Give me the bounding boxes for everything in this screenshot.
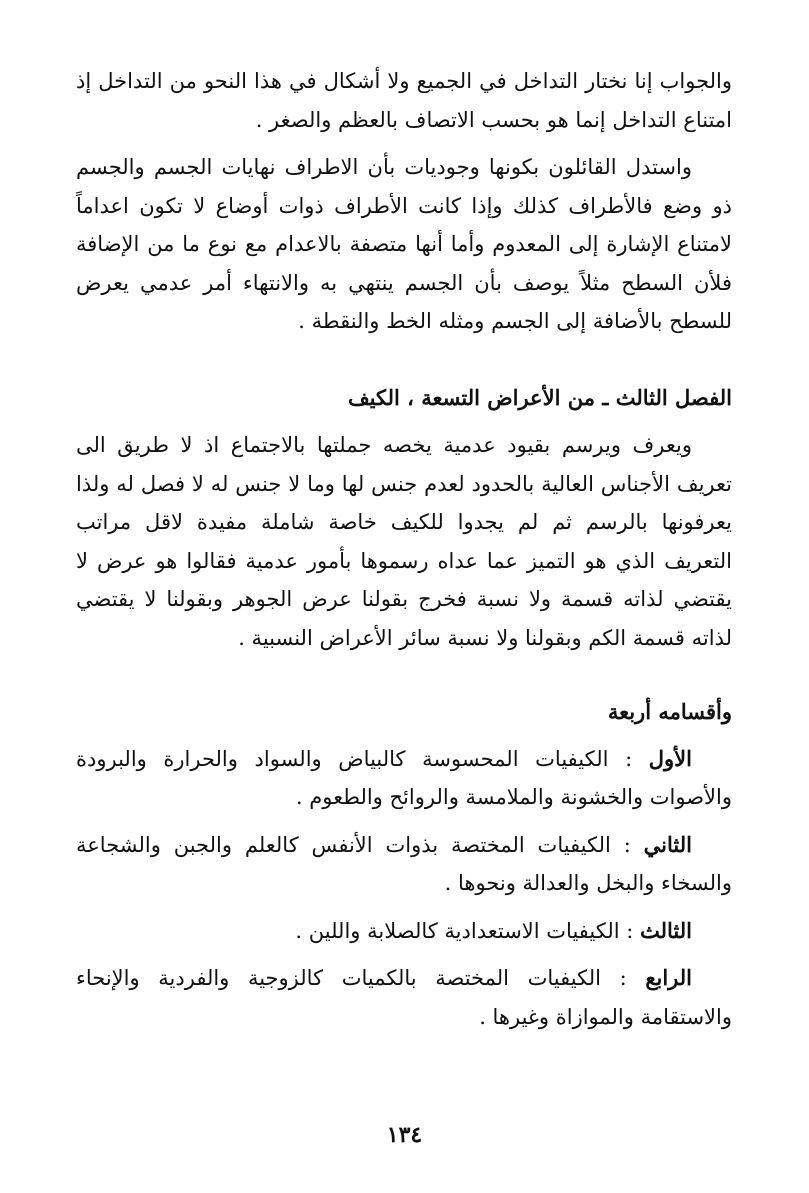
division-item-lead: الثاني <box>643 831 692 857</box>
paragraph-answer: والجواب إنا نختار التداخل في الجميع ولا أشكال في هذا النحو من التداخل إذ امتناع التداخل إنما هو بحسب الاتصاف بالعظم والصغر . <box>76 69 732 132</box>
division-item-second <box>76 826 732 903</box>
paragraph-argument: واستدل القائلون بكونها وجوديات بأن الاطراف نهايات الجسم والجسم ذو وضع فالأطراف كذلك وإذا كانت الأطراف ذوات أوضاع لا تكون اعداماً لامتناع الإشارة إلى المعدوم وأما أنها متصفة بالاعدام مع نوع ما من الإضافة فلأن السطح مثلاً يوصف بأن الجسم ينتهي به والانتهاء أمر عدمي يعرض للسطح بالأضافة إلى الجسم ومثله الخط والنقطة . <box>76 155 732 333</box>
division-item-lead: الثالث <box>640 917 692 943</box>
division-item-third <box>76 912 732 951</box>
division-item-text: : الكيفيات المختصة بالكميات كالزوجية والفردية والإنحاء والاستقامة والموازاة وغيرها . <box>76 966 732 1029</box>
division-item-lead: الرابع <box>645 965 692 990</box>
division-item-text: : الكيفيات المحسوسة كالبياض والسواد والحرارة والبرودة والأصوات والخشونة والملامسة والروائح والطعوم . <box>76 746 732 809</box>
division-item-text: : الكيفيات المختصة بذوات الأنفس كالعلم والجبن والشجاعة والسخاء والبخل والعدالة ونحوها . <box>76 832 732 895</box>
page-number: ١٣٤ <box>386 1122 423 1148</box>
section-heading-divisions: وأقسامه أربعة <box>607 699 732 724</box>
paragraph-definition: ويعرف ويرسم بقيود عدمية يخصه جملتها بالاجتماع اذ لا طريق الى تعريف الأجناس العالية بالحدود لعدم جنس لها وما لا جنس له لا فصل له ولذا يعرفونها بالرسم ثم لم يجدوا للكيف خاصة شاملة مفيدة لاقل مراتب التعريف الذي هو التميز عما عداه رسموها بأمور عدمية فقالوا هو عرض لا يقتضي لذاته قسمة ولا نسبة فخرج بقولنا عرض الجوهر وبقولنا لا يقتضي لذاته قسمة الكم وبقولنا ولا نسبة سائر الأعراض النسبية . <box>76 433 732 650</box>
division-item-fourth <box>76 959 732 1036</box>
division-item-text: : الكيفيات الاستعدادية كالصلابة واللين . <box>295 918 640 943</box>
division-item-first <box>76 740 732 817</box>
section-heading-quality: الفصل الثالث ـ من الأعراض التسعة ، الكيف <box>347 384 732 410</box>
division-item-lead: الأول <box>648 745 692 771</box>
page-body <box>76 62 732 1045</box>
